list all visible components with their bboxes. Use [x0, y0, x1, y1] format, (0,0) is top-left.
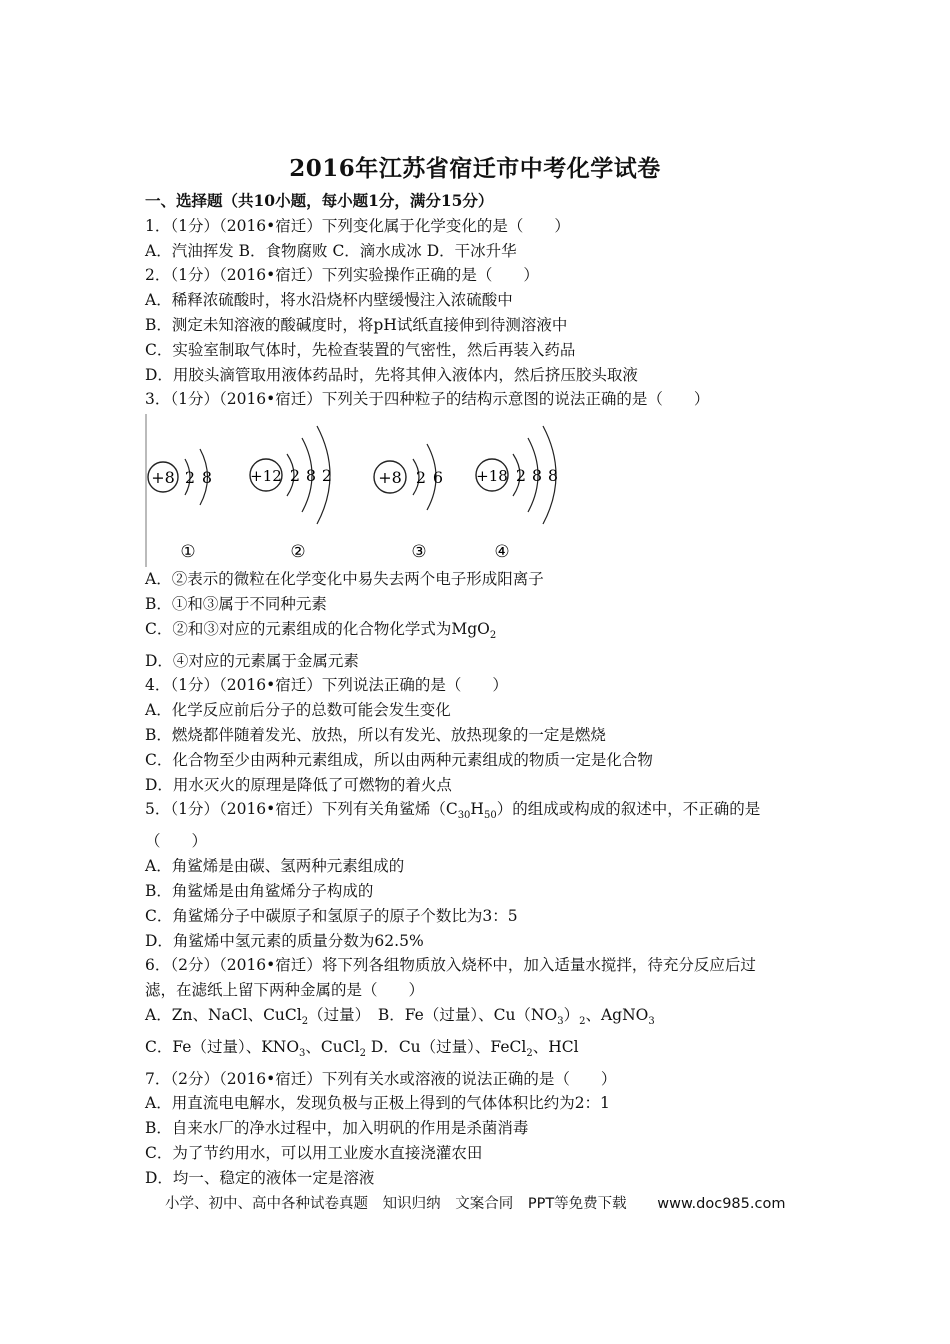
q2-option-d: D．用胶头滴管取用液体药品时，先将其伸入液体内，然后挤压胶头取液 — [145, 365, 638, 384]
particle-diagram-3 — [374, 444, 443, 562]
q6-options-cd: C．Fe（过量）、$KNO_3$、CuCl$_2$ D．Cu（过量）、FeCl$_2$、HCl — [145, 1037, 579, 1059]
footer-text: 小学、初中、高中各种试卷真题 — [165, 1196, 368, 1212]
shell-electron-count: 8 — [201, 468, 213, 488]
footer-text: 文案合同 — [455, 1196, 514, 1212]
q4-option-b: B．燃烧都伴随着发光、放热，所以有发光、放热现象的一定是燃烧 — [145, 726, 606, 745]
shell-electron-count: 2 — [321, 466, 333, 486]
q2-option-a: A．稀释浓硫酸时，将水沿烧杯内壁缓慢注入浓硫酸中 — [145, 291, 513, 310]
exam-title: 2016年江苏省宿迁市中考化学试卷 — [289, 155, 661, 182]
nucleus-charge: +18 — [476, 467, 508, 486]
shell-electron-count: 8 — [305, 466, 317, 486]
q2-option-b: B．测定未知溶液的酸碱度时，将pH试纸直接伸到待测溶液中 — [145, 315, 568, 334]
q3-option-a: A．②表示的微粒在化学变化中易失去两个电子形成阳离子 — [145, 570, 544, 589]
footer-text: PPT等免费下载 — [527, 1196, 627, 1212]
q7-option-b: B．自来水厂的净水过程中，加入明矾的作用是杀菌消毒 — [145, 1119, 529, 1138]
atomic-structure-diagrams — [145, 414, 575, 567]
q5-option-a: A．角鲨烯是由碳、氢两种元素组成的 — [145, 857, 405, 876]
q5-stem-continued: （ ） — [145, 832, 208, 851]
particle-diagram-2 — [250, 426, 332, 562]
diagram-label: ① — [180, 542, 196, 563]
q6-stem-continued: 滤，在滤纸上留下两种金属的是（ ） — [145, 981, 425, 1000]
nucleus-charge: +12 — [250, 467, 282, 486]
q7-option-c: C．为了节约用水，可以用工业废水直接浇灌农田 — [145, 1144, 483, 1163]
shell-electron-count: 2 — [289, 466, 301, 486]
q4-option-c: C．化合物至少由两种元素组成，所以由两种元素组成的物质一定是化合物 — [145, 750, 653, 769]
shell-electron-count: 8 — [531, 466, 543, 486]
diagram-label: ③ — [411, 542, 427, 563]
diagram-label: ④ — [494, 542, 510, 563]
q2-option-c: C．实验室制取气体时，先检查装置的气密性，然后再装入药品 — [145, 340, 576, 359]
q1-stem: 1．（1分）（2016•宿迁）下列变化属于化学变化的是（ ） — [145, 216, 570, 235]
nucleus-charge: +8 — [151, 468, 175, 488]
particle-diagram-1 — [148, 449, 212, 562]
shell-electron-count: 8 — [547, 466, 559, 486]
q4-stem: 4．（1分）（2016•宿迁）下列说法正确的是（ ） — [145, 676, 508, 695]
page-footer — [165, 1192, 785, 1213]
shell-electron-count: 2 — [515, 466, 527, 486]
q5-option-c: C．角鲨烯分子中碳原子和氢原子的原子个数比为3：5 — [145, 906, 518, 925]
diagram-label: ② — [290, 542, 306, 563]
shell-electron-count: 6 — [432, 468, 444, 488]
q5-option-d: D．角鲨烯中氢元素的质量分数为62.5% — [145, 931, 424, 950]
q4-option-a: A．化学反应前后分子的总数可能会发生变化 — [145, 701, 451, 720]
footer-text: 知识归纳 — [382, 1196, 441, 1212]
q4-option-d: D．用水灭火的原理是降低了可燃物的着火点 — [145, 775, 452, 794]
q3-stem: 3．（1分）（2016•宿迁）下列关于四种粒子的结构示意图的说法正确的是（ ） — [145, 390, 710, 409]
nucleus-charge: +8 — [378, 468, 402, 488]
q7-stem: 7．（2分）（2016•宿迁）下列有关水或溶液的说法正确的是（ ） — [145, 1069, 617, 1088]
exam-body — [145, 189, 815, 1191]
q1-options: A．汽油挥发 B．食物腐败 C．滴水成冰 D．干冰升华 — [145, 241, 517, 260]
q5-stem: 5．（1分）（2016•宿迁）下列有关角鲨烯$(C_{30}H_{50})$的组成或构成的叙述中，不正确的是 — [145, 800, 761, 822]
q6-stem: 6．（2分）（2016•宿迁）将下列各组物质放入烧杯中，加入适量水搅拌，待充分反应后过 — [145, 956, 756, 975]
footer-website: www.doc985.com — [657, 1196, 786, 1212]
shell-electron-count: 2 — [415, 468, 427, 488]
particle-diagram-4 — [476, 426, 558, 562]
q3-option-d: D．④对应的元素属于金属元素 — [145, 651, 359, 670]
q3-option-b: B．①和③属于不同种元素 — [145, 594, 327, 613]
q6-options-ab: A．Zn、NaCl、CuCl$_2$（过量） B．Fe（过量）、$Cu(NO_3)_2$、AgNO$_3$ — [145, 1005, 655, 1027]
q7-option-a: A．用直流电电解水，发现负极与正极上得到的气体体积比约为2：1 — [145, 1094, 610, 1113]
section-heading: 一、选择题（共10小题，每小题1分，满分15分） — [145, 191, 494, 210]
shell-electron-count: 2 — [184, 468, 196, 488]
q5-option-b: B．角鲨烯是由角鲨烯分子构成的 — [145, 881, 374, 900]
q3-option-c: C．②和③对应的元素组成的化合物化学式为MgO$_2$ — [145, 619, 497, 641]
q7-option-d: D．均一、稳定的液体一定是溶液 — [145, 1168, 375, 1187]
atomic-structure-figure — [145, 414, 815, 567]
q2-stem: 2．（1分）（2016•宿迁）下列实验操作正确的是（ ） — [145, 266, 539, 285]
